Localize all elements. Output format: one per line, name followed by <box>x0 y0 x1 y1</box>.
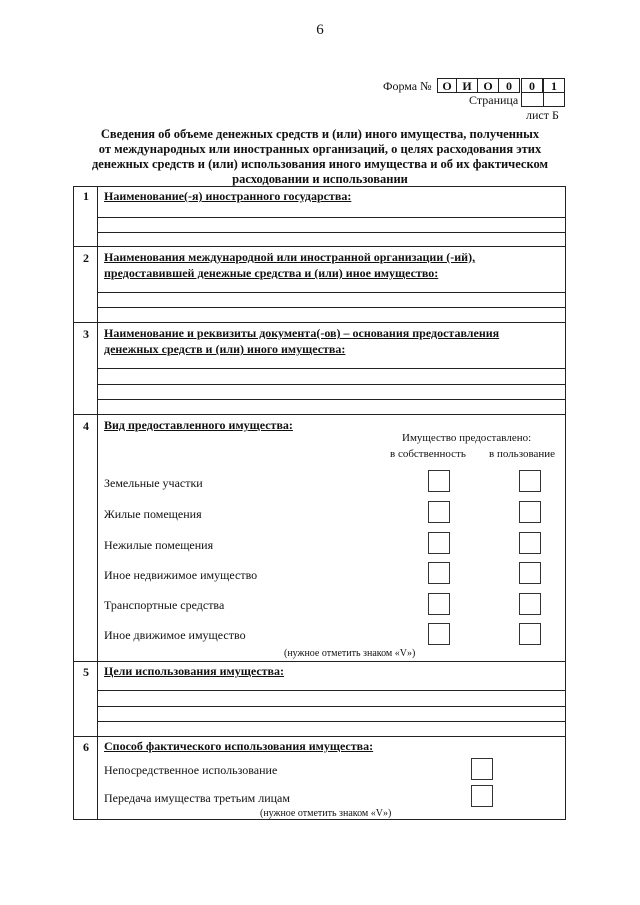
form-code-cell: О <box>477 78 499 93</box>
fill-line[interactable] <box>98 368 566 369</box>
use-checkbox[interactable] <box>519 593 541 615</box>
section-number: 3 <box>83 327 89 341</box>
section-divider <box>73 414 566 415</box>
property-header: Имущество предоставлено: <box>402 432 532 444</box>
section-number: 1 <box>83 189 89 203</box>
usage-transfer-checkbox[interactable] <box>471 785 493 807</box>
title-line: расходовании и использовании <box>232 172 408 186</box>
ownership-checkbox[interactable] <box>428 470 450 492</box>
ownership-checkbox[interactable] <box>428 532 450 554</box>
ownership-checkbox[interactable] <box>428 501 450 523</box>
fill-line[interactable] <box>98 384 566 385</box>
use-checkbox[interactable] <box>519 501 541 523</box>
property-item-land: Земельные участки <box>104 476 203 490</box>
section-divider <box>73 322 566 323</box>
use-checkbox[interactable] <box>519 562 541 584</box>
section-divider <box>73 661 566 662</box>
fill-line[interactable] <box>98 307 566 308</box>
column-ownership: в собственность <box>390 448 466 460</box>
mark-note: (нужное отметить знаком «V») <box>260 808 392 819</box>
fill-line[interactable] <box>98 721 566 722</box>
section-title: Цели использования имущества: <box>104 664 285 678</box>
property-item-vehicles: Транспортные средства <box>104 598 225 612</box>
section-title: Наименование и реквизиты документа(-ов) – основания предоставления денежных средств и (или) иного имущества: <box>104 326 500 356</box>
section-number: 5 <box>83 665 89 679</box>
mark-note: (нужное отметить знаком «V») <box>284 648 416 659</box>
form-code-cell: 0 <box>498 78 520 93</box>
title-line: от международных или иностранных организаций, о целях расходования этих <box>98 142 542 156</box>
fill-line[interactable] <box>98 217 566 218</box>
title-line: Сведения об объеме денежных средств и (или) иного имущества, полученных <box>100 127 540 141</box>
ownership-checkbox[interactable] <box>428 623 450 645</box>
section-divider <box>73 736 566 737</box>
ownership-checkbox[interactable] <box>428 593 450 615</box>
section-title: Наименования международной или иностранной организации (-ий), предоставившей денежные средства и (или) иное имущество: <box>104 250 476 280</box>
usage-item-direct: Непосредственное использование <box>104 763 278 777</box>
form-code-cell: 0 <box>521 78 543 93</box>
form-table <box>73 186 566 820</box>
fill-line[interactable] <box>98 690 566 691</box>
property-item-residential: Жилые помещения <box>104 507 202 521</box>
section-number: 2 <box>83 251 89 265</box>
use-checkbox[interactable] <box>519 470 541 492</box>
page-label: Страница <box>469 93 519 107</box>
page-number: 6 <box>316 22 324 38</box>
page-number-field[interactable] <box>521 93 565 107</box>
section-number: 6 <box>83 740 89 754</box>
section-title: Наименование(-я) иностранного государства: <box>104 189 352 203</box>
document-title <box>70 127 570 187</box>
column-use: в пользование <box>489 448 556 460</box>
form-code-cell: 1 <box>543 78 565 93</box>
usage-item-transfer: Передача имущества третьим лицам <box>104 791 290 805</box>
section-title: Вид предоставленного имущества: <box>104 418 293 432</box>
use-checkbox[interactable] <box>519 532 541 554</box>
property-item-nonresidential: Нежилые помещения <box>104 538 214 552</box>
section-divider <box>73 246 566 247</box>
fill-line[interactable] <box>98 232 566 233</box>
form-label: Форма № <box>383 79 432 93</box>
title-line: денежных средств и (или) использования иного имущества и об их фактическом <box>91 157 549 171</box>
ownership-checkbox[interactable] <box>428 562 450 584</box>
form-code-cell: И <box>456 78 478 93</box>
fill-line[interactable] <box>98 292 566 293</box>
property-item-other-realty: Иное недвижимое имущество <box>104 568 258 582</box>
fill-line[interactable] <box>98 399 566 400</box>
column-divider <box>97 186 98 820</box>
use-checkbox[interactable] <box>519 623 541 645</box>
form-code-cell: О <box>437 78 457 93</box>
sheet-label: лист Б <box>526 108 559 122</box>
property-item-other-movable: Иное движимое имущество <box>104 628 246 642</box>
usage-direct-checkbox[interactable] <box>471 758 493 780</box>
fill-line[interactable] <box>98 706 566 707</box>
section-title: Способ фактического использования имущества: <box>104 739 374 753</box>
section-number: 4 <box>83 419 89 433</box>
